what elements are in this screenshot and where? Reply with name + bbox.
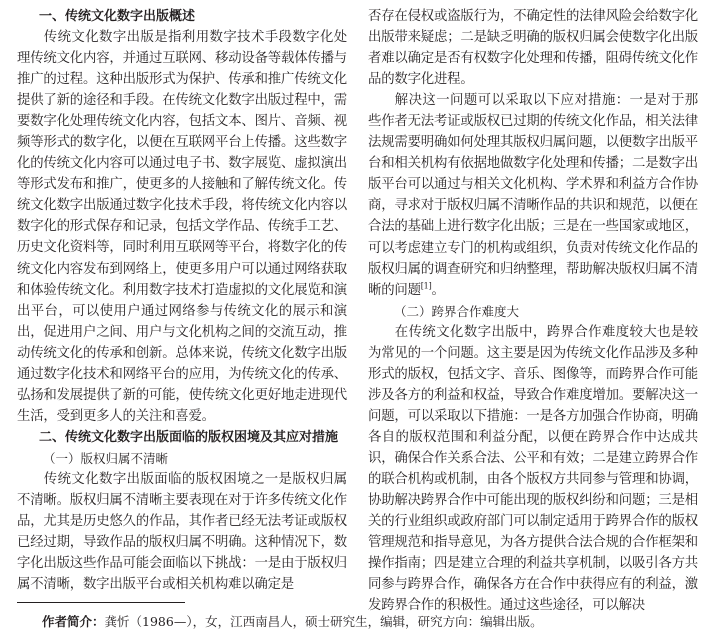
ownership-solutions-text: 解决这一问题可以采取以下应对措施：一是对于那些作者无法考证或版权已过期的传统文化作品，相关法律法规需要明确如何处理其版权归属问题，以便数字出版平台和相关机构有依据地做数字化处理和传播；二是数字出版平台可以通过与相关文化机构、学术界和利益方合作协商，寻求对于版权归属不清晰作品的共识和规范，以便在合法的基础上进行数字化出版；三是在一些国家或地区，可以考虑建立专门的机构或组织，负责对传统文化作品的版权归属的调查研究和归纳整理，帮助解决版权归属不清晰的问题: [368, 93, 698, 298]
section-heading-overview: 一、传统文化数字出版概述: [39, 9, 196, 24]
footnote-text: 龚忻（1986—），女，江西南昌人，硕士研究生，编辑，研究方向：编辑出版。: [104, 614, 543, 629]
subsection-heading-cross-border: （二）跨界合作难度大: [394, 303, 520, 319]
citation-reference[interactable]: [1]: [420, 281, 432, 291]
left-column: [17, 6, 347, 595]
author-footnote: [42, 613, 543, 631]
subsection-heading-ownership: （一）版权归属不清晰: [43, 450, 169, 466]
footnote-label: 作者简介：: [42, 614, 105, 629]
footnote-divider: [17, 602, 185, 603]
ownership-paragraph: 传统文化数字出版面临的版权困境之一是版权归属不清晰。版权归属不清晰主要表现在对于许多传统文化作品，尤其是历史悠久的作品，其作者已经无法考证或版权已经过期，导致作品的版权归属不明确。这种情况下，数字化出版这些作品可能会面临以下挑战：一是由于版权归属不清晰，数字出版平台或相关机构难以确定是: [17, 471, 347, 593]
ownership-solutions-end: 。: [431, 282, 445, 298]
right-column: [368, 6, 698, 616]
cross-border-paragraph: 在传统文化数字出版中，跨界合作难度较大也是较为常见的一个问题。这主要是因为传统文化作品涉及多种形式的版权，包括文字、音乐、图像等，而跨界合作可能涉及各方的利益和权益，导致合作难度增加。要解决这一问题，可以采取以下措施：一是各方加强合作协商，明确各自的版权范围和利益分配，以便在跨界合作中达成共识，确保合作关系合法、公平和有效；二是建立跨界合作的联合机构或机制，由各个版权方共同参与管理和协调，协助解决跨界合作中可能出现的版权纠纷和问题；三是相关的行业组织或政府部门可以制定适用于跨界合作的版权管理规范和指导意见，为各方提供合法合规的合作框架和操作指南；四是建立合理的利益共享机制，以吸引各方共同参与跨界合作，确保各方在合作中获得应有的利益，激发跨界合作的积极性。通过这些途径，可以解决: [368, 324, 698, 614]
section-heading-copyright-dilemma: 二、传统文化数字出版面临的版权困境及其应对措施: [39, 429, 339, 445]
overview-paragraph: 传统文化数字出版是指利用数字技术手段数字化处理传统文化内容，并通过互联网、移动设备等载体传播与推广的过程。这种出版形式为保护、传承和推广传统文化提供了新的途径和手段。在传统文化数字出版过程中，需要数字化处理传统文化内容，包括文本、图片、音频、视频等形式的数字化，以便在互联网平台上传播。这些数字化的传统文化内容可以通过电子书、数字展览、虚拟演出等形式发布和推广，使更多的人接触和了解传统文化。传统文化数字出版通过数字化技术手段，将传统文化内容以数字化的形式保存和记录，包括文学作品、传统手工艺、历史文化资料等，同时利用互联网等平台，将数字化的传统文化内容发布到网络上，使更多用户可以通过网络获取和体验传统文化。利用数字技术打造虚拟的文化展览和演出平台，可以使用户通过网络参与传统文化的展示和演出，促进用户之间、用户与文化机构之间的交流互动，推动传统文化的传承和创新。总体来说，传统文化数字出版通过数字化技术和网络平台的应用，为传统文化的传承、弘扬和发展提供了新的可能，使传统文化更好地走进现代生活，受到更多人的关注和喜爱。: [17, 30, 347, 424]
ownership-paragraph-continued: 否存在侵权或盗版行为，不确定性的法律风险会给数字化出版带来疑虑；二是缺乏明确的版权归属会使数字化出版者难以确定是否有权数字化处理和传播，阻碍传统文化作品的数字化进程。: [368, 9, 698, 88]
ownership-solutions-paragraph: [368, 90, 698, 300]
